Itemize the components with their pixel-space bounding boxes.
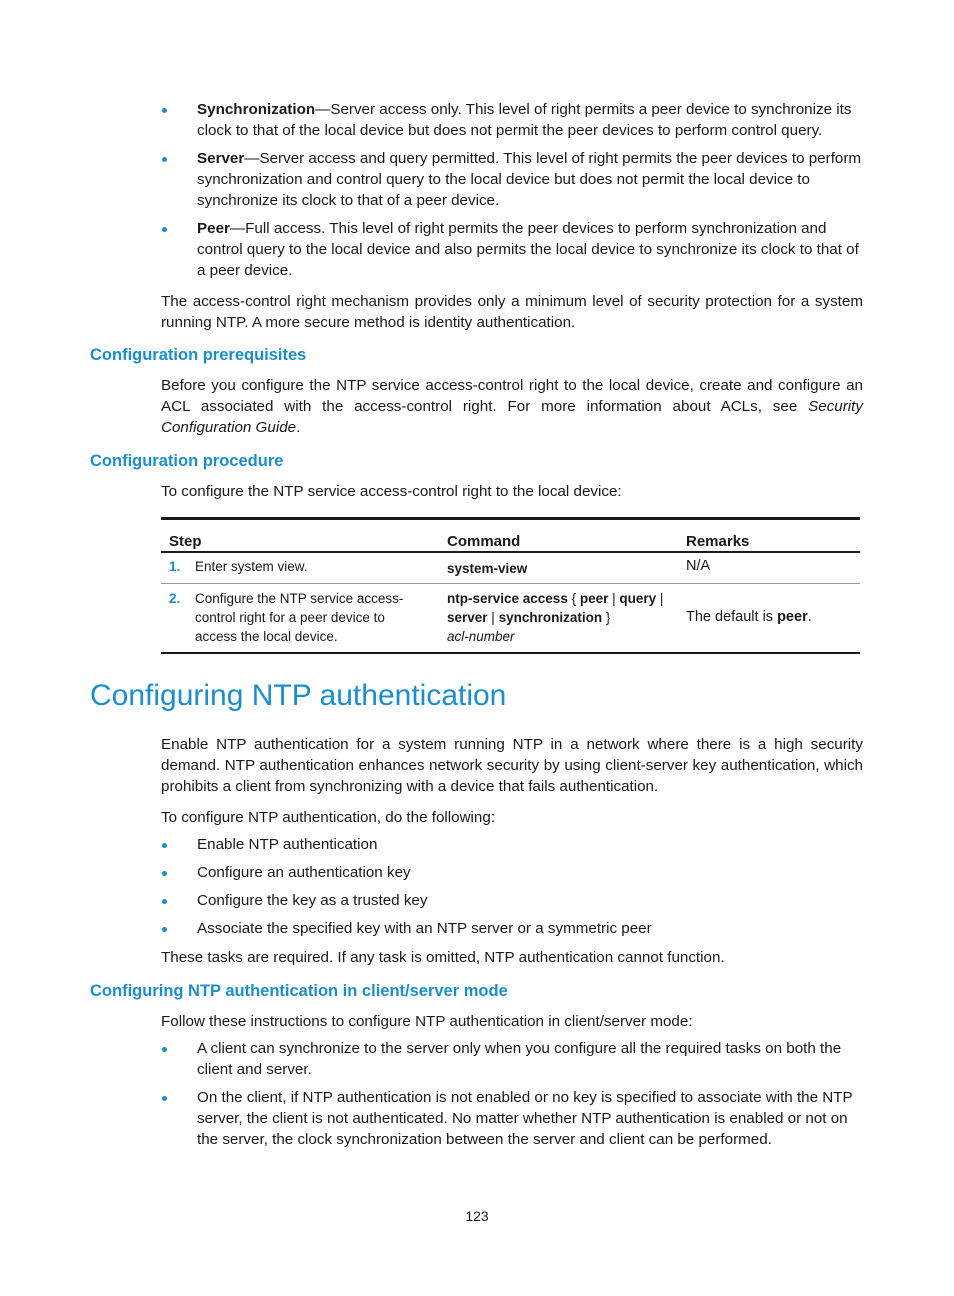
procedure-intro: To configure the NTP service access-control right to the local device: xyxy=(161,483,622,500)
command-cell xyxy=(439,552,678,584)
step-text: Configure the NTP service access-control right for a peer device to access the local device. xyxy=(195,591,404,644)
section-heading-procedure: Configuration procedure xyxy=(90,452,284,470)
guide-reference: Security Configuration Guide xyxy=(161,398,863,436)
remarks-text: The default is xyxy=(686,609,778,625)
command-punct: | xyxy=(656,591,664,606)
term-description: —Server access and query permitted. This level of right permits the peer devices to perform synchronization and control query to the local device but does not permit the local device to synchronize its clock to that of a peer device. xyxy=(197,150,862,209)
prereq-end: . xyxy=(296,419,301,436)
command-keyword: peer xyxy=(579,591,609,606)
item-text: On the client, if NTP authentication is not enabled or no key is specified to associate with the NTP server, the client is not authenticated. No matter whether NTP authentication is enabled or not on the server, the clock synchronization between the server and client can be performed. xyxy=(197,1089,853,1148)
task-list xyxy=(161,834,863,939)
bullet-icon xyxy=(162,227,167,232)
term: Peer xyxy=(197,220,230,237)
term-description: —Full access. This level of right permits the peer devices to perform synchronization and control query to the local device and also permits the local device to synchronize its clock to that of a peer device. xyxy=(197,220,859,279)
list-item xyxy=(161,918,863,939)
prereq-text: Before you configure the NTP service access-control right to the local device, create and configure an ACL associated with the access-control right. For more information about ACLs, see xyxy=(161,377,863,415)
list-item xyxy=(161,862,863,883)
task-text: Enable NTP authentication xyxy=(197,836,378,853)
command-text: system-view xyxy=(447,561,528,576)
remarks-value: peer xyxy=(777,609,808,625)
tasks-intro: To configure NTP authentication, do the following: xyxy=(161,809,496,826)
table-row xyxy=(161,584,860,654)
step-number: 1. xyxy=(169,559,181,574)
client-server-list xyxy=(161,1038,863,1150)
chapter-heading: Configuring NTP authentication xyxy=(90,679,507,712)
header-remarks: Remarks xyxy=(678,519,860,553)
bullet-icon xyxy=(162,899,167,904)
term: Synchronization xyxy=(197,101,316,118)
section-heading-prerequisites: Configuration prerequisites xyxy=(90,346,307,364)
command-keyword: ntp-service access xyxy=(447,591,568,606)
command-keyword: synchronization xyxy=(498,610,603,625)
required-note: These tasks are required. If any task is omitted, NTP authentication cannot function. xyxy=(161,949,725,966)
step-number: 2. xyxy=(169,591,181,606)
remarks-end: . xyxy=(807,609,812,625)
bullet-icon xyxy=(162,927,167,932)
term: Server xyxy=(197,150,245,167)
client-server-intro: Follow these instructions to configure NTP authentication in client/server mode: xyxy=(161,1013,693,1030)
command-keyword: server xyxy=(447,610,488,625)
section-heading-client-server: Configuring NTP authentication in client/server mode xyxy=(90,982,508,1000)
command-keyword: query xyxy=(619,591,657,606)
list-item xyxy=(161,890,863,911)
auth-intro-paragraph: Enable NTP authentication for a system running NTP in a network where there is a high security demand. NTP authentication enhances network security by using client-server key authentication, which prohibits a client from synchronizing with a device that fails authentication. xyxy=(161,736,863,795)
table-header-row xyxy=(161,519,860,553)
term-description: —Server access only. This level of right permits a peer device to synchronize its clock to that of the local device but does not permit the peer devices to perform control query. xyxy=(197,101,852,139)
bullet-icon xyxy=(162,843,167,848)
step-cell xyxy=(161,552,439,584)
mechanism-paragraph: The access-control right mechanism provides only a minimum level of security protection for a system running NTP. A more secure method is identity authentication. xyxy=(161,293,863,331)
bullet-icon xyxy=(162,157,167,162)
command-punct: { xyxy=(567,591,580,606)
bullet-icon xyxy=(162,108,167,113)
command-punct: | xyxy=(608,591,620,606)
remarks-cell xyxy=(678,584,860,654)
task-text: Configure an authentication key xyxy=(197,864,411,881)
item-text: A client can synchronize to the server only when you configure all the required tasks on both the client and server. xyxy=(197,1040,842,1078)
list-item xyxy=(161,834,863,855)
list-item xyxy=(161,1038,863,1080)
list-item xyxy=(161,148,863,211)
list-item xyxy=(161,1087,863,1150)
bullet-icon xyxy=(162,1096,167,1101)
list-item xyxy=(161,99,863,141)
page-number: 123 xyxy=(465,1208,489,1224)
command-argument: acl-number xyxy=(447,629,515,644)
header-step: Step xyxy=(161,519,439,553)
bullet-icon xyxy=(162,1047,167,1052)
remarks-cell: N/A xyxy=(678,552,860,584)
command-punct: } xyxy=(602,610,611,625)
access-level-list xyxy=(161,99,863,281)
procedure-table xyxy=(161,517,860,654)
header-command: Command xyxy=(439,519,678,553)
prerequisites-paragraph xyxy=(161,375,863,438)
table-row xyxy=(161,552,860,584)
step-cell xyxy=(161,584,439,654)
bullet-icon xyxy=(162,871,167,876)
task-text: Associate the specified key with an NTP server or a symmetric peer xyxy=(197,920,652,937)
command-punct: | xyxy=(487,610,499,625)
step-text: Enter system view. xyxy=(195,559,308,574)
task-text: Configure the key as a trusted key xyxy=(197,892,428,909)
command-cell xyxy=(439,584,678,654)
list-item xyxy=(161,218,863,281)
